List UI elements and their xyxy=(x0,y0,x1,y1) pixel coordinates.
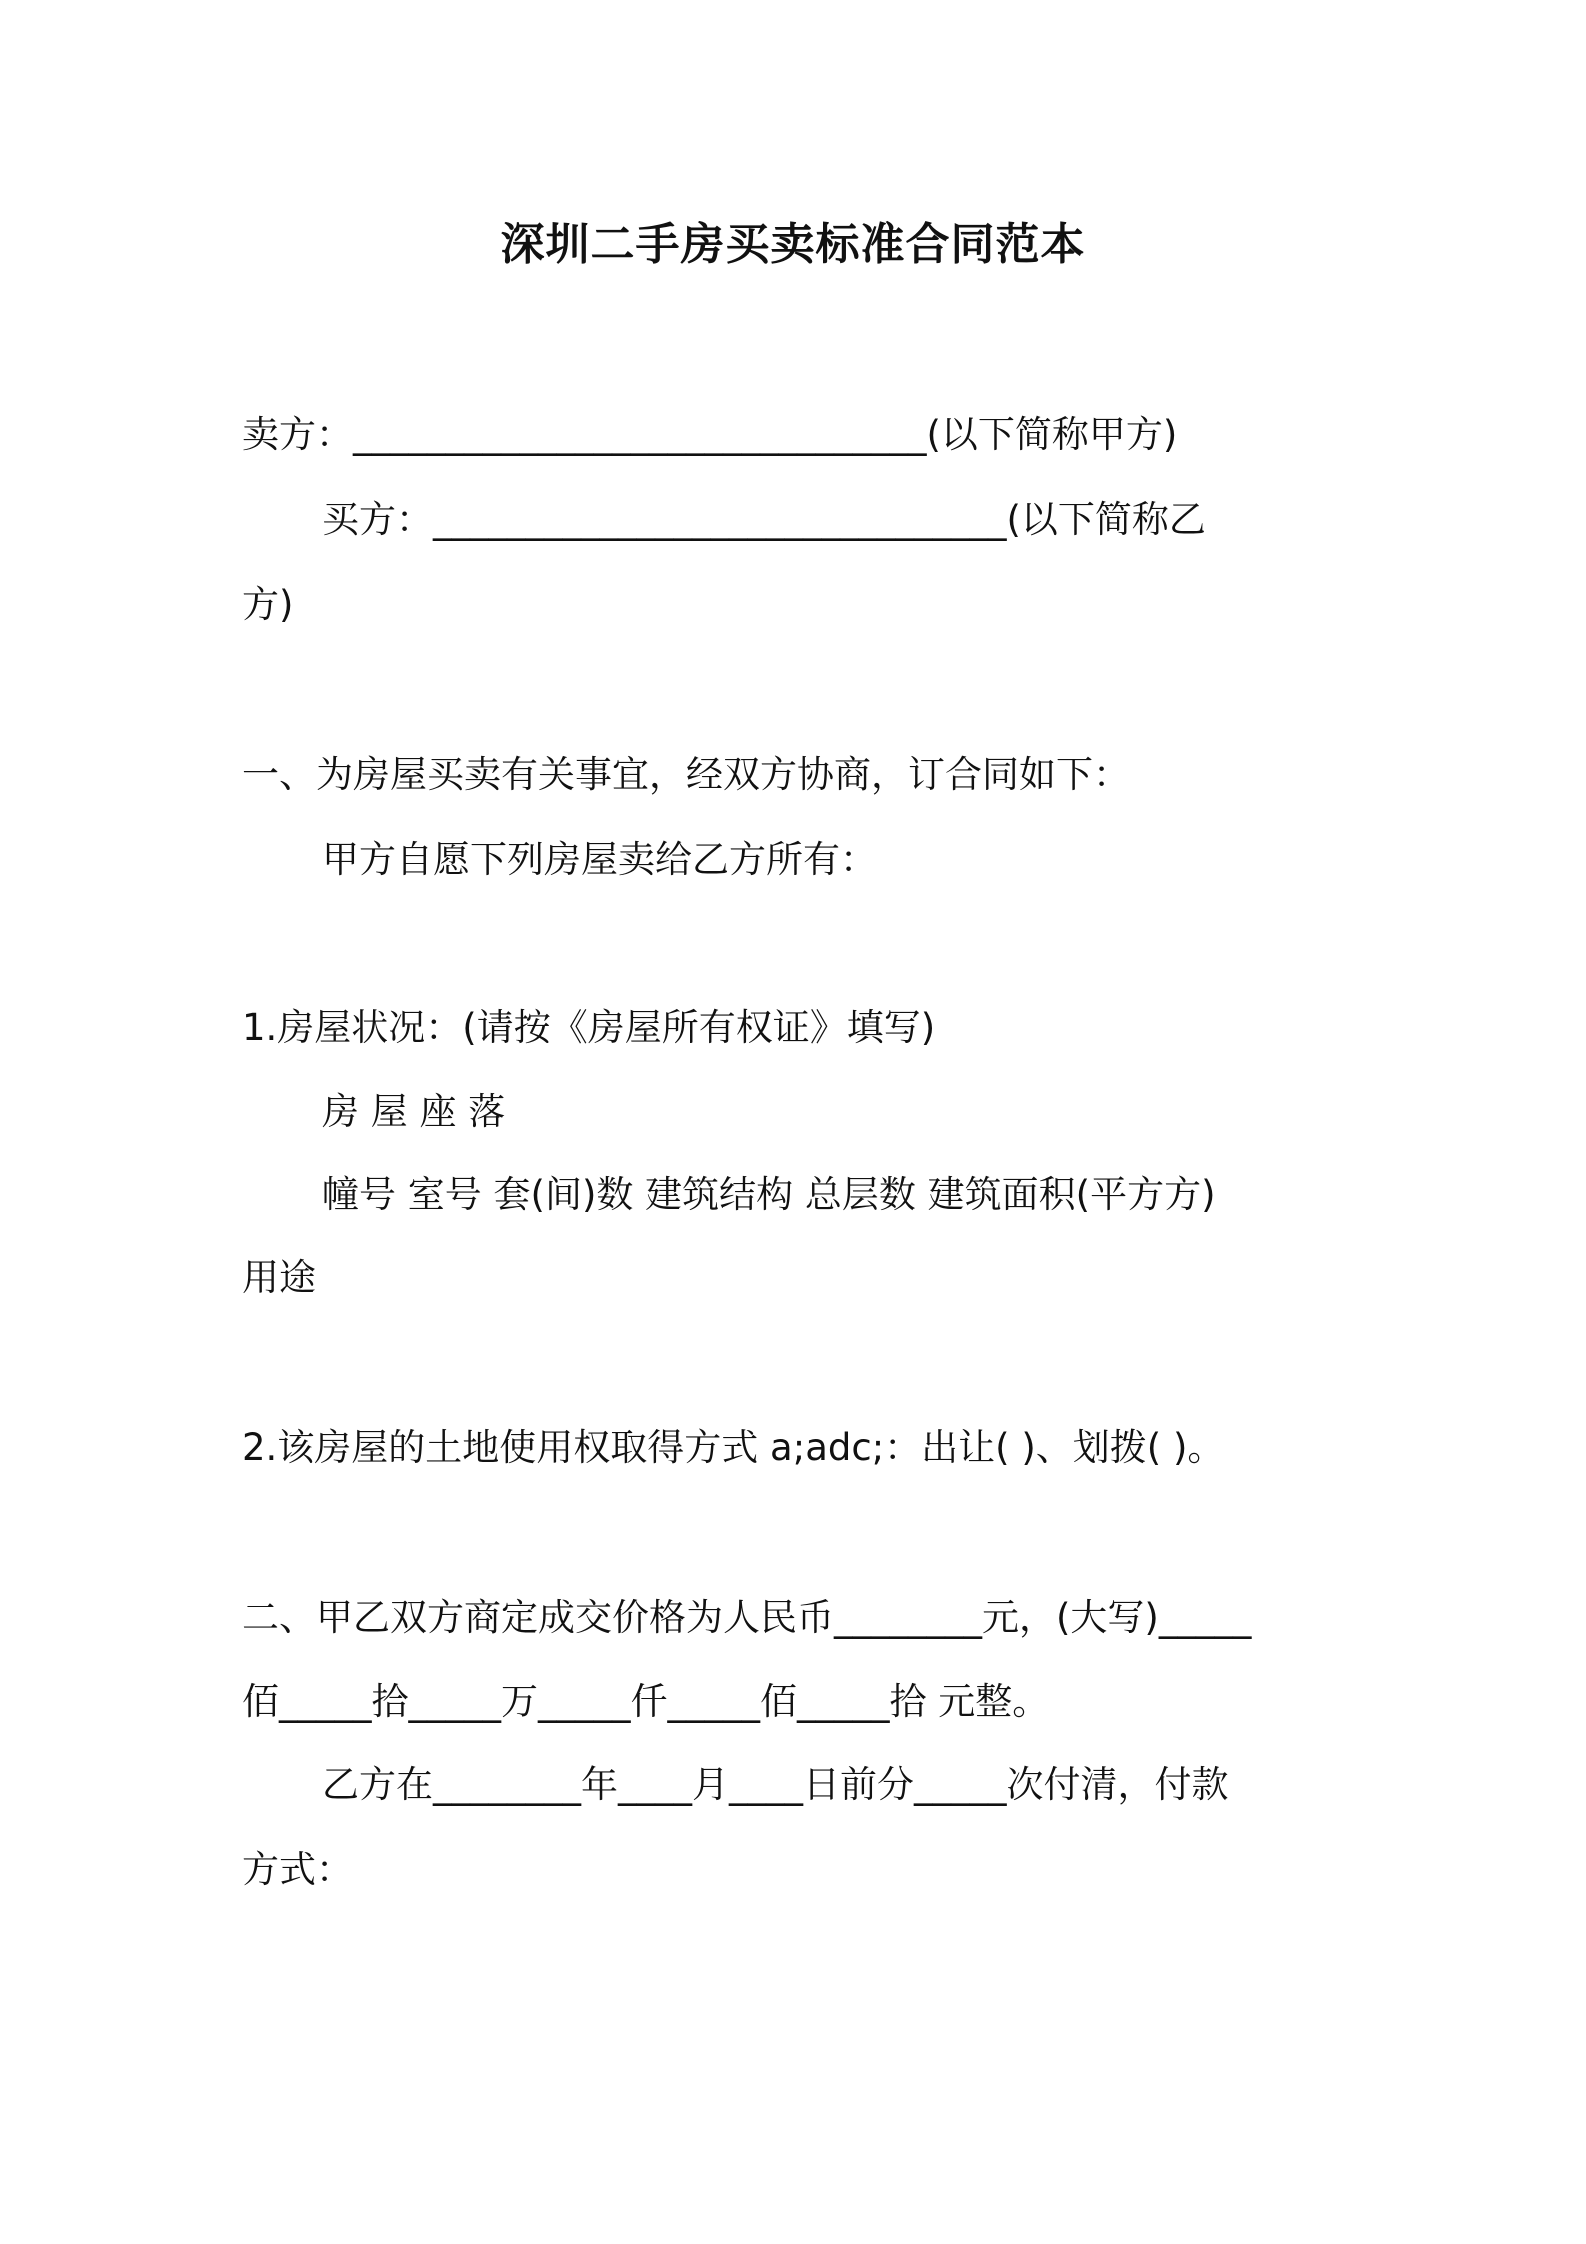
payment-method-line: 方式： xyxy=(242,1848,353,1891)
land-use-line: 2.该房屋的土地使用权取得方式 a;adc;：出让( )、划拨( )。 xyxy=(242,1426,1225,1469)
document-title: 深圳二手房买卖标准合同范本 xyxy=(500,219,1086,270)
house-status-heading: 1.房屋状况：(请按《房屋所有权证》填写) xyxy=(242,1006,936,1049)
house-fields-line-continued: 用途 xyxy=(242,1256,316,1299)
price-capital-line: 佰_____拾_____万_____仟_____佰_____拾 元整。 xyxy=(242,1680,1050,1723)
section-two-price-line: 二、甲乙双方商定成交价格为人民币________元，(大写)_____ xyxy=(242,1596,1252,1639)
buyer-line: 买方：_______________________________(以下简称乙 xyxy=(322,498,1206,541)
buyer-line-continued: 方) xyxy=(242,583,294,626)
section-one-statement: 甲方自愿下列房屋卖给乙方所有： xyxy=(322,838,877,881)
payment-deadline-line: 乙方在________年____月____日前分_____次付清，付款 xyxy=(322,1763,1229,1806)
seller-line: 卖方：_______________________________(以下简称甲方) xyxy=(242,413,1178,456)
house-fields-line: 幢号 室号 套(间)数 建筑结构 总层数 建筑面积(平方方) xyxy=(322,1173,1216,1216)
section-one-heading: 一、为房屋买卖有关事宜，经双方协商，订合同如下： xyxy=(242,753,1130,796)
house-location-label: 房 屋 座 落 xyxy=(322,1090,506,1133)
